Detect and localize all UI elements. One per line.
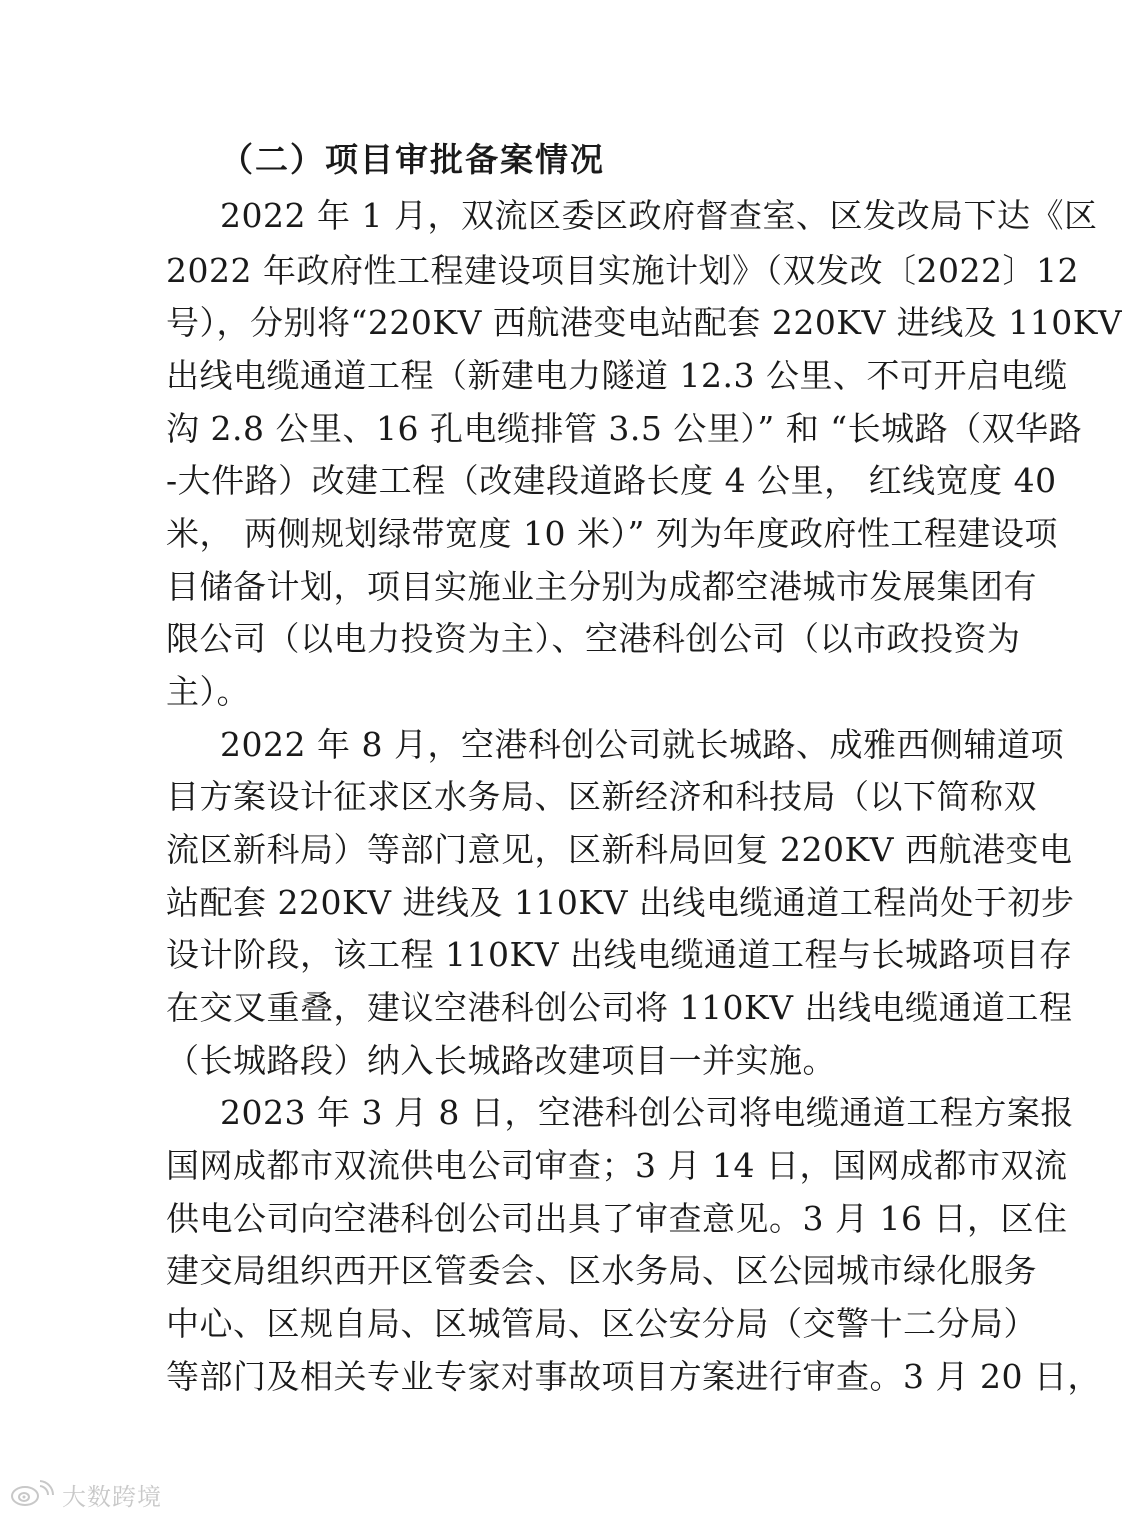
paragraph-line: 限公司（以电力投资为主）、空港科创公司（以市政投资为: [166, 619, 1021, 658]
paragraph-line: 中心、区规自局、区城管局、区公安分局（交警十二分局）: [166, 1304, 1037, 1343]
paragraph-line: 站配套 220KV 进线及 110KV 出线电缆通道工程尚处于初步: [166, 883, 1075, 922]
paragraph-line: 流区新科局）等部门意见，区新科局回复 220KV 西航港变电: [166, 830, 1073, 869]
paragraph-line: -大件路）改建工程（改建段道路长度 4 公里， 红线宽度 40: [166, 461, 1057, 500]
paragraph-line: 目储备计划，项目实施业主分别为成都空港城市发展集团有: [166, 567, 1037, 606]
paragraph-line: 2022 年 1 月，双流区委区政府督查室、区发改局下达《区: [220, 196, 1098, 235]
paragraph-line: 供电公司向空港科创公司出具了审查意见。3 月 16 日，区住: [166, 1199, 1068, 1238]
paragraph-line: （长城路段）纳入长城路改建项目一并实施。: [166, 1041, 836, 1080]
paragraph-line: 米， 两侧规划绿带宽度 10 米）” 列为年度政府性工程建设项: [166, 514, 1058, 553]
section-heading: （二）项目审批备案情况: [220, 140, 605, 179]
paragraph-line: 2023 年 3 月 8 日，空港科创公司将电缆通道工程方案报: [220, 1093, 1074, 1132]
paragraph-line: 国网成都市双流供电公司审查；3 月 14 日，国网成都市双流: [166, 1146, 1068, 1185]
paragraph-line: 等部门及相关专业专家对事故项目方案进行审查。3 月 20 日，: [166, 1357, 1101, 1396]
paragraph-line: 2022 年政府性工程建设项目实施计划》（双发改〔2022〕12: [166, 251, 1079, 290]
paragraph-line: 在交叉重叠，建议空港科创公司将 110KV 出线电缆通道工程: [166, 988, 1073, 1027]
paragraph-line: 沟 2.8 公里、16 孔电缆排管 3.5 公里）” 和 “长城路（双华路: [166, 409, 1083, 448]
paragraph-line: 建交局组织西开区管委会、区水务局、区公园城市绿化服务: [166, 1251, 1037, 1290]
weibo-logo-icon: [10, 1480, 56, 1508]
paragraph-line: 2022 年 8 月，空港科创公司就长城路、成雅西侧辅道项: [220, 725, 1064, 764]
paragraph-line: 主）。: [166, 672, 250, 711]
paragraph-line: 设计阶段，该工程 110KV 出线电缆通道工程与长城路项目存: [166, 935, 1073, 974]
watermark-text: 大数跨境: [62, 1482, 162, 1511]
paragraph-line: 出线电缆通道工程（新建电力隧道 12.3 公里、不可开启电缆: [166, 356, 1068, 395]
paragraph-line: 号），分别将“220KV 西航港变电站配套 220KV 进线及 110KV: [166, 303, 1122, 342]
paragraph-line: 目方案设计征求区水务局、区新经济和科技局（以下简称双: [166, 777, 1037, 816]
watermark: [10, 1474, 162, 1514]
